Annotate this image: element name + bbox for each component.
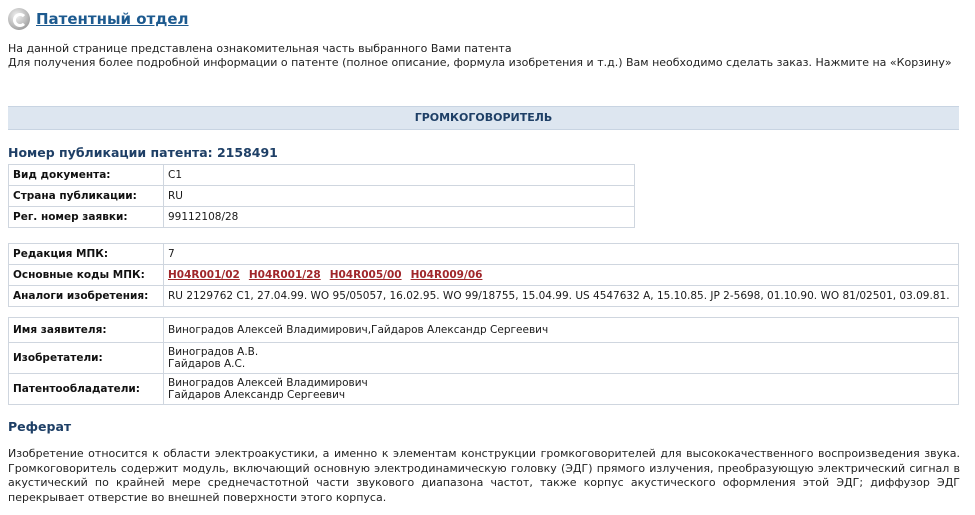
intro-line-2: Для получения более подробной информации о патенте (полное описание, формула изобретения и т.д.) Вам необходимо сделать заказ. Нажмите на «Корзину» (8, 56, 952, 69)
table-row (9, 343, 959, 374)
table-row (9, 207, 635, 228)
table-row (9, 374, 959, 405)
table-row (9, 318, 959, 343)
ipc-code-link[interactable]: H04R001/28 (248, 269, 321, 281)
holder-name: Гайдаров Александр Сергеевич (168, 389, 346, 401)
applicant-label: Имя заявителя: (9, 318, 164, 343)
ipc-codes-label: Основные коды МПК: (9, 265, 164, 286)
intro-line-1: На данной странице представлена ознакомительная часть выбранного Вами патента (8, 42, 512, 55)
patent-department-link[interactable]: Патентный отдел (36, 10, 189, 28)
copyright-logo-icon (8, 8, 30, 30)
abstract-heading: Реферат (8, 419, 72, 434)
applicant-value: Виноградов Алексей Владимирович,Гайдаров Александр Сергеевич (164, 318, 959, 343)
abstract-text: Изобретение относится к области электроакустики, а именно к элементам конструкции громкоговорителей для высококачественного воспроизведения звука. Громкоговоритель содержит модуль, включающий основную электродинамическую головку (ЭДГ) прямого излучения, преобразующую электрический сигнал в акустический по крайней мере среднечастотной части звукового диапазона частот, также корпус акустического оформления этой ЭДГ; диффузор ЭДГ перекрывает отверстие во внешней поверхности этого корпуса. (8, 447, 960, 504)
inventor-name: Гайдаров А.С. (168, 358, 246, 370)
country-label: Страна публикации: (9, 186, 164, 207)
ipc-info-table (8, 243, 959, 307)
patent-title-bar: ГРОМКОГОВОРИТЕЛЬ (8, 106, 959, 130)
doc-type-value: C1 (164, 165, 635, 186)
ipc-code-link[interactable]: H04R001/02 (168, 269, 240, 281)
holders-value (164, 374, 959, 405)
country-value: RU (164, 186, 635, 207)
ipc-code-link[interactable]: H04R009/06 (410, 269, 483, 281)
table-row (9, 165, 635, 186)
inventor-name: Виноградов А.В. (168, 346, 259, 358)
ipc-codes-cell (164, 265, 959, 286)
people-info-table (8, 317, 959, 405)
application-number-label: Рег. номер заявки: (9, 207, 164, 228)
holders-label: Патентообладатели: (9, 374, 164, 405)
holder-name: Виноградов Алексей Владимирович (168, 377, 368, 389)
document-info-table (8, 164, 635, 228)
intro-text (8, 42, 952, 70)
ipc-code-link[interactable]: H04R005/00 (329, 269, 402, 281)
page-header (8, 6, 189, 32)
table-row (9, 265, 959, 286)
doc-type-label: Вид документа: (9, 165, 164, 186)
application-number-value: 99112108/28 (164, 207, 635, 228)
ipc-edition-label: Редакция МПК: (9, 244, 164, 265)
analogs-label: Аналоги изобретения: (9, 286, 164, 307)
analogs-value: RU 2129762 C1, 27.04.99. WO 95/05057, 16.02.95. WO 99/18755, 15.04.99. US 4547632 A, 15.10.85. JP 2-5698, 01.10.90. WO 81/02501, 03.09.81. (164, 286, 959, 307)
publication-number-heading: Номер публикации патента: 2158491 (8, 145, 278, 160)
ipc-edition-value: 7 (164, 244, 959, 265)
table-row (9, 244, 959, 265)
inventors-value (164, 343, 959, 374)
table-row (9, 186, 635, 207)
table-row (9, 286, 959, 307)
inventors-label: Изобретатели: (9, 343, 164, 374)
